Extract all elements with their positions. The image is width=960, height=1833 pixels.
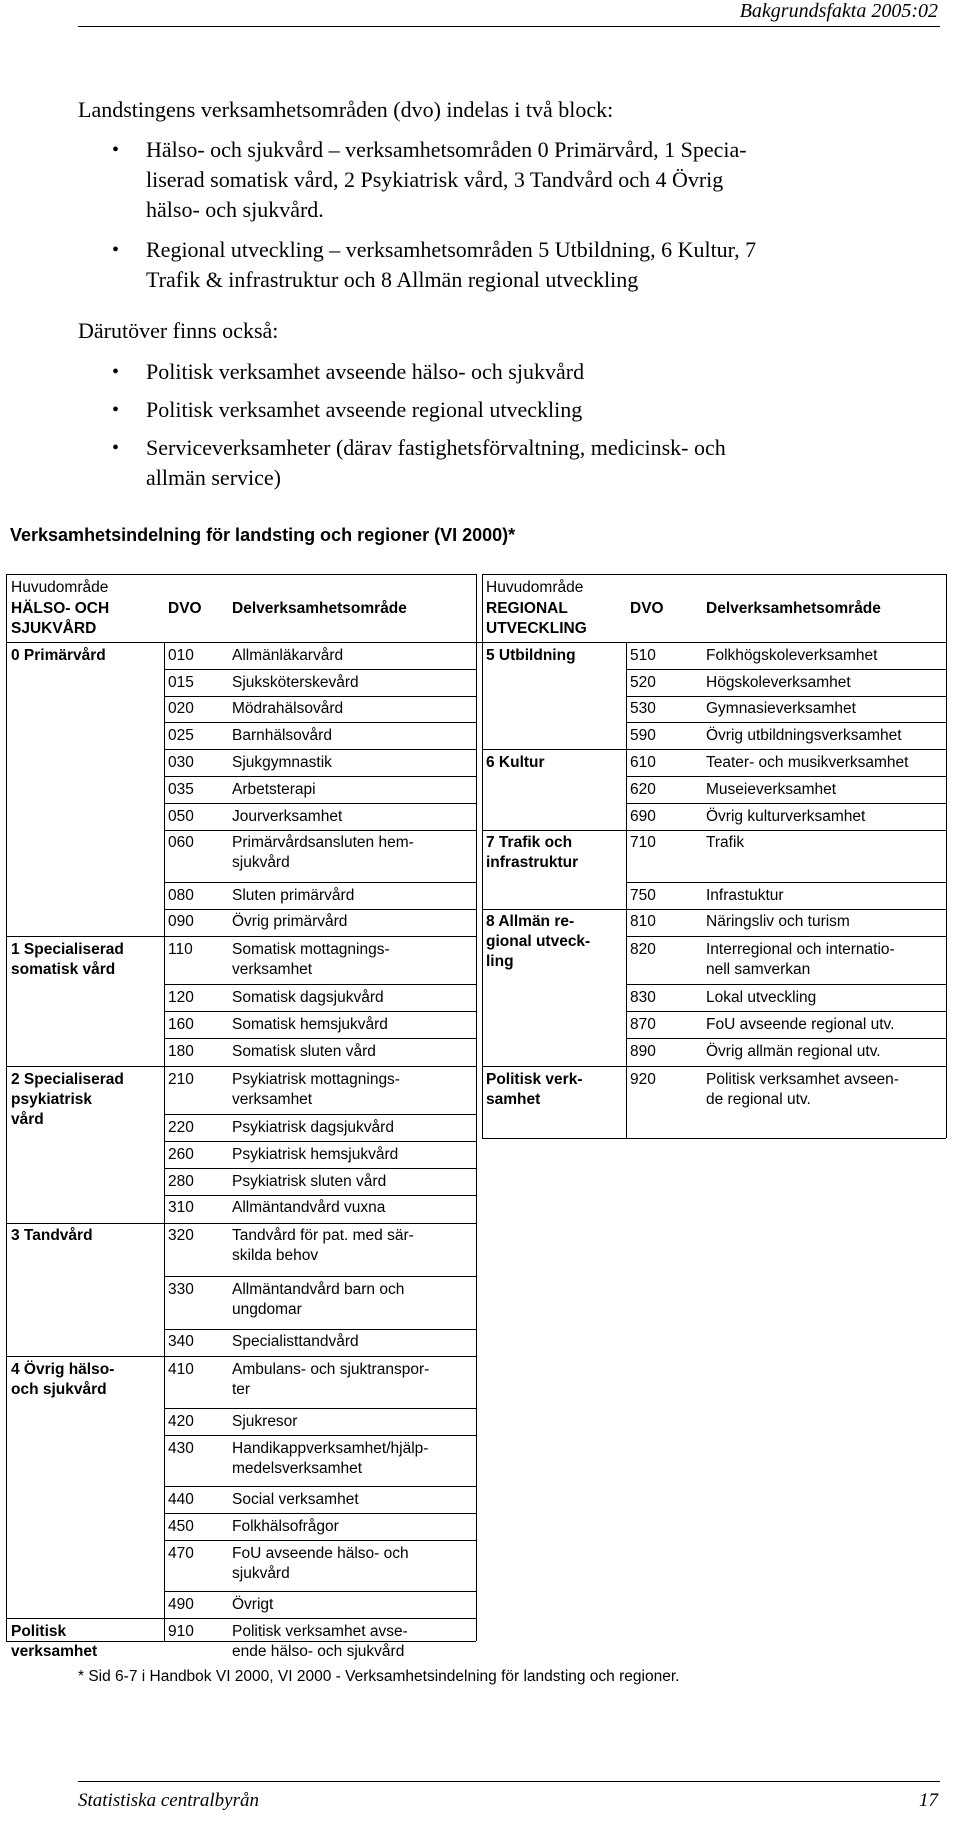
dvo-code: 220 (168, 1119, 194, 1136)
dvo-code: 430 (168, 1440, 194, 1457)
page-number: 17 (919, 1790, 938, 1811)
main-area-left: 0 Primärvård (11, 647, 106, 664)
table-rule (164, 1408, 476, 1409)
dvo-label: Somatisk hemsjukvård (232, 1016, 388, 1033)
section-heading: Verksamhetsindelning för landsting och regioner (VI 2000)* (10, 525, 516, 545)
right-header-label: Huvudområde (486, 579, 584, 596)
bullet-line: Trafik & infrastruktur och 8 Allmän regional utveckling (146, 267, 639, 292)
table-rule (482, 909, 626, 910)
main-area-left: Politisk (11, 1623, 67, 1640)
dvo-code: 610 (630, 754, 656, 771)
bullet-line: Politisk verksamhet avseende regional utveckling (146, 397, 583, 422)
dvo-label: Somatisk mottagnings- (232, 941, 390, 958)
table-rule (164, 1435, 476, 1436)
dvo-code: 090 (168, 913, 194, 930)
dvo-label: ungdomar (232, 1301, 302, 1318)
table-rule (6, 1223, 164, 1224)
table-rule (164, 1038, 476, 1039)
footer-publisher: Statistiska centralbyrån (78, 1790, 260, 1811)
table-rule (6, 1356, 164, 1357)
table-rule (6, 574, 7, 1641)
dvo-label: Övrig allmän regional utv. (706, 1043, 881, 1060)
dvo-label: Allmänläkarvård (232, 647, 344, 664)
dvo-code: 490 (168, 1596, 194, 1613)
table-rule (164, 1066, 476, 1067)
bullet-line: Serviceverksamheter (därav fastighetsförvaltning, medicinsk- och (146, 435, 726, 460)
table-rule (164, 803, 476, 804)
table-rule (164, 1276, 476, 1277)
dvo-label: sjukvård (232, 854, 290, 871)
dvo-label: Ambulans- och sjuktranspor- (232, 1361, 430, 1378)
table-rule (6, 936, 164, 937)
dvo-code: 025 (168, 727, 194, 744)
left-header-main: SJUKVÅRD (11, 620, 97, 637)
table-rule (164, 1618, 476, 1619)
dvo-label: Högskoleverksamhet (706, 674, 851, 691)
main-area-left: verksamhet (11, 1643, 98, 1660)
dvo-label: Politisk verksamhet avse- (232, 1623, 408, 1640)
table-rule (164, 749, 476, 750)
dvo-code: 080 (168, 887, 194, 904)
table-rule (626, 722, 946, 723)
block-bullet-list (78, 135, 938, 305)
dvo-label: Somatisk sluten vård (232, 1043, 376, 1060)
left-header-dvo: DVO (168, 600, 202, 617)
table-rule (476, 574, 477, 1641)
right-header-main: REGIONAL (486, 600, 568, 617)
table-rule (482, 749, 626, 750)
dvo-code: 590 (630, 727, 656, 744)
table-rule (164, 642, 165, 1641)
table-rule (6, 1066, 164, 1067)
table-rule (482, 574, 946, 575)
dvo-code: 010 (168, 647, 194, 664)
bullet-line: hälso- och sjukvård. (146, 197, 324, 222)
dvo-code: 180 (168, 1043, 194, 1060)
left-header-sub: Delverksamhetsområde (232, 600, 407, 617)
table-rule (626, 1066, 946, 1067)
table-rule (626, 1011, 946, 1012)
dvo-label: nell samverkan (706, 961, 811, 978)
dvo-label: Övrig primärvård (232, 913, 348, 930)
table-rule (626, 984, 946, 985)
left-header-label: Huvudområde (11, 579, 109, 596)
bullet-item (78, 395, 918, 425)
dvo-code: 035 (168, 781, 194, 798)
dvo-label: Allmäntandvård barn och (232, 1281, 405, 1298)
table-rule (164, 1356, 476, 1357)
dvo-code: 820 (630, 941, 656, 958)
main-area-right: infrastruktur (486, 854, 579, 871)
dvo-label: medelsverksamhet (232, 1460, 363, 1477)
table-rule (626, 830, 946, 831)
dvo-label: Tandvård för pat. med sär- (232, 1227, 414, 1244)
dvo-label: FoU avseende regional utv. (706, 1016, 895, 1033)
dvo-label: Sluten primärvård (232, 887, 355, 904)
dvo-label: Barnhälsovård (232, 727, 332, 744)
dvo-label: ende hälso- och sjukvård (232, 1643, 405, 1660)
bullet-line: liserad somatisk vård, 2 Psykiatrisk vård, 3 Tandvård och 4 Övrig (146, 167, 724, 192)
dvo-code: 320 (168, 1227, 194, 1244)
footnote: * Sid 6-7 i Handbok VI 2000, VI 2000 - Verksamhetsindelning för landsting och regioner. (78, 1668, 680, 1685)
dvo-label: Infrastuktur (706, 887, 784, 904)
dvo-code: 750 (630, 887, 656, 904)
bullet-item (78, 357, 918, 387)
dvo-label: sjukvård (232, 1565, 290, 1582)
dvo-code: 210 (168, 1071, 194, 1088)
dvo-label: Trafik (706, 834, 745, 851)
table-rule (164, 1486, 476, 1487)
dvo-label: Psykiatrisk dagsjukvård (232, 1119, 394, 1136)
bullet-line: Hälso- och sjukvård – verksamhetsområden 0 Primärvård, 1 Specia- (146, 137, 747, 162)
dvo-code: 050 (168, 808, 194, 825)
table-rule (482, 1138, 946, 1139)
table-rule (164, 984, 476, 985)
dvo-code: 920 (630, 1071, 656, 1088)
intro-paragraph: Landstingens verksamhetsområden (dvo) indelas i två block: (78, 97, 614, 122)
table-rule (164, 776, 476, 777)
dvo-label: FoU avseende hälso- och (232, 1545, 409, 1562)
bullet-line: Regional utveckling – verksamhetsområden 5 Utbildning, 6 Kultur, 7 (146, 237, 757, 262)
table-rule (626, 776, 946, 777)
dvo-label: ter (232, 1381, 251, 1398)
right-header-main: UTVECKLING (486, 620, 587, 637)
dvo-label: Folkhögskoleverksamhet (706, 647, 878, 664)
main-area-right: 5 Utbildning (486, 647, 576, 664)
dvo-code: 110 (168, 941, 193, 958)
main-area-right: Politisk verk- (486, 1071, 583, 1088)
dvo-label: Politisk verksamhet avseen- (706, 1071, 899, 1088)
table-rule (626, 749, 946, 750)
header-rule (78, 26, 940, 27)
dvo-code: 440 (168, 1491, 194, 1508)
dvo-code: 340 (168, 1333, 194, 1350)
dvo-label: Sjukresor (232, 1413, 298, 1430)
dvo-label: Övrig utbildningsverksamhet (706, 727, 902, 744)
dvo-label: Folkhälsofrågor (232, 1518, 339, 1535)
table-rule (164, 882, 476, 883)
verksamhetsindelning-table (0, 568, 960, 1660)
main-area-right: 8 Allmän re- (486, 913, 575, 930)
main-area-right: 6 Kultur (486, 754, 545, 771)
table-rule (626, 696, 946, 697)
dvo-code: 910 (168, 1623, 194, 1640)
main-area-right: 7 Trafik och (486, 834, 573, 851)
dvo-label: Arbetsterapi (232, 781, 316, 798)
dvo-label: Gymnasieverksamhet (706, 700, 856, 717)
main-area-left: 3 Tandvård (11, 1227, 93, 1244)
dvo-label: Näringsliv och turism (706, 913, 850, 930)
table-rule (626, 936, 946, 937)
main-area-right: ling (486, 953, 514, 970)
dvo-label: Övrigt (232, 1596, 274, 1613)
table-rule (164, 1168, 476, 1169)
dvo-label: Sjuksköterskevård (232, 674, 359, 691)
table-rule (164, 696, 476, 697)
dvo-code: 530 (630, 700, 656, 717)
dvo-code: 020 (168, 700, 194, 717)
bullet-item (78, 235, 938, 295)
dvo-label: Interregional och internatio- (706, 941, 895, 958)
table-rule (6, 1641, 476, 1642)
table-rule (164, 1540, 476, 1541)
main-area-left: 2 Specialiserad (11, 1071, 124, 1088)
dvo-code: 260 (168, 1146, 194, 1163)
dvo-label: Lokal utveckling (706, 989, 817, 1006)
dvo-code: 470 (168, 1545, 194, 1562)
dvo-label: Somatisk dagsjukvård (232, 989, 384, 1006)
dvo-label: de regional utv. (706, 1091, 811, 1108)
dvo-label: Handikappverksamhet/hjälp- (232, 1440, 429, 1457)
header-title: Bakgrundsfakta 2005:02 (739, 0, 938, 22)
table-rule (164, 936, 476, 937)
table-rule (164, 1223, 476, 1224)
bullet-line: Politisk verksamhet avseende hälso- och sjukvård (146, 359, 585, 384)
dvo-code: 310 (168, 1199, 194, 1216)
main-area-left: 1 Specialiserad (11, 941, 124, 958)
dvo-code: 870 (630, 1016, 656, 1033)
bullet-line: allmän service) (146, 465, 281, 490)
table-rule (626, 909, 946, 910)
table-rule (482, 574, 483, 1138)
dvo-code: 120 (168, 989, 194, 1006)
main-area-left: vård (11, 1111, 44, 1128)
dvo-code: 690 (630, 808, 656, 825)
dvo-code: 890 (630, 1043, 656, 1060)
footer-rule (78, 1781, 940, 1782)
table-rule (164, 722, 476, 723)
table-rule (626, 1038, 946, 1039)
dvo-code: 330 (168, 1281, 194, 1298)
table-rule (164, 1011, 476, 1012)
table-rule (164, 909, 476, 910)
dvo-code: 160 (168, 1016, 194, 1033)
main-area-left: somatisk vård (11, 961, 116, 978)
table-rule (482, 830, 626, 831)
table-rule (626, 642, 627, 1138)
main-area-right: gional utveck- (486, 933, 591, 950)
dvo-label: Museieverksamhet (706, 781, 837, 798)
right-header-dvo: DVO (630, 600, 664, 617)
table-rule (6, 574, 476, 575)
dvo-code: 450 (168, 1518, 194, 1535)
dvo-label: Psykiatrisk mottagnings- (232, 1071, 400, 1088)
table-rule (482, 1066, 626, 1067)
table-rule (946, 574, 947, 1138)
main-area-left: 4 Övrig hälso- (11, 1361, 115, 1378)
left-header-main: HÄLSO- OCH (11, 600, 110, 617)
table-rule (164, 1195, 476, 1196)
dvo-label: Primärvårdsansluten hem- (232, 834, 414, 851)
dvo-label: verksamhet (232, 1091, 313, 1108)
table-rule (6, 1618, 164, 1619)
dvo-code: 420 (168, 1413, 194, 1430)
table-rule (164, 1141, 476, 1142)
dvo-label: verksamhet (232, 961, 313, 978)
dvo-code: 510 (630, 647, 656, 664)
main-area-left: och sjukvård (11, 1381, 107, 1398)
table-rule (164, 1591, 476, 1592)
dvo-code: 810 (630, 913, 656, 930)
dvo-code: 710 (630, 834, 656, 851)
table-rule (164, 1513, 476, 1514)
dvo-code: 030 (168, 754, 194, 771)
table-rule (164, 1329, 476, 1330)
dvo-label: Psykiatrisk sluten vård (232, 1173, 387, 1190)
table-rule (626, 669, 946, 670)
table-rule (164, 1114, 476, 1115)
dvo-label: Teater- och musikverksamhet (706, 754, 909, 771)
table-rule (626, 803, 946, 804)
dvo-label: Övrig kulturverksamhet (706, 808, 866, 825)
darutover-paragraph: Därutöver finns också: (78, 318, 279, 343)
table-rule (164, 669, 476, 670)
dvo-code: 280 (168, 1173, 194, 1190)
table-rule (626, 882, 946, 883)
dvo-label: Allmäntandvård vuxna (232, 1199, 386, 1216)
dvo-label: skilda behov (232, 1247, 319, 1264)
dvo-label: Jourverksamhet (232, 808, 343, 825)
dvo-code: 015 (168, 674, 194, 691)
bullet-item (78, 433, 918, 493)
main-area-left: psykiatrisk (11, 1091, 92, 1108)
dvo-code: 060 (168, 834, 194, 851)
table-rule (164, 830, 476, 831)
main-area-right: samhet (486, 1091, 541, 1108)
dvo-label: Psykiatrisk hemsjukvård (232, 1146, 399, 1163)
dvo-code: 620 (630, 781, 656, 798)
dvo-code: 520 (630, 674, 656, 691)
bullet-item (78, 135, 938, 225)
dvo-label: Specialisttandvård (232, 1333, 359, 1350)
right-header-sub: Delverksamhetsområde (706, 600, 881, 617)
dvo-label: Mödrahälsovård (232, 700, 344, 717)
dvo-code: 830 (630, 989, 656, 1006)
additional-bullet-list (78, 357, 918, 501)
dvo-code: 410 (168, 1361, 194, 1378)
dvo-label: Social verksamhet (232, 1491, 359, 1508)
dvo-label: Sjukgymnastik (232, 754, 332, 771)
